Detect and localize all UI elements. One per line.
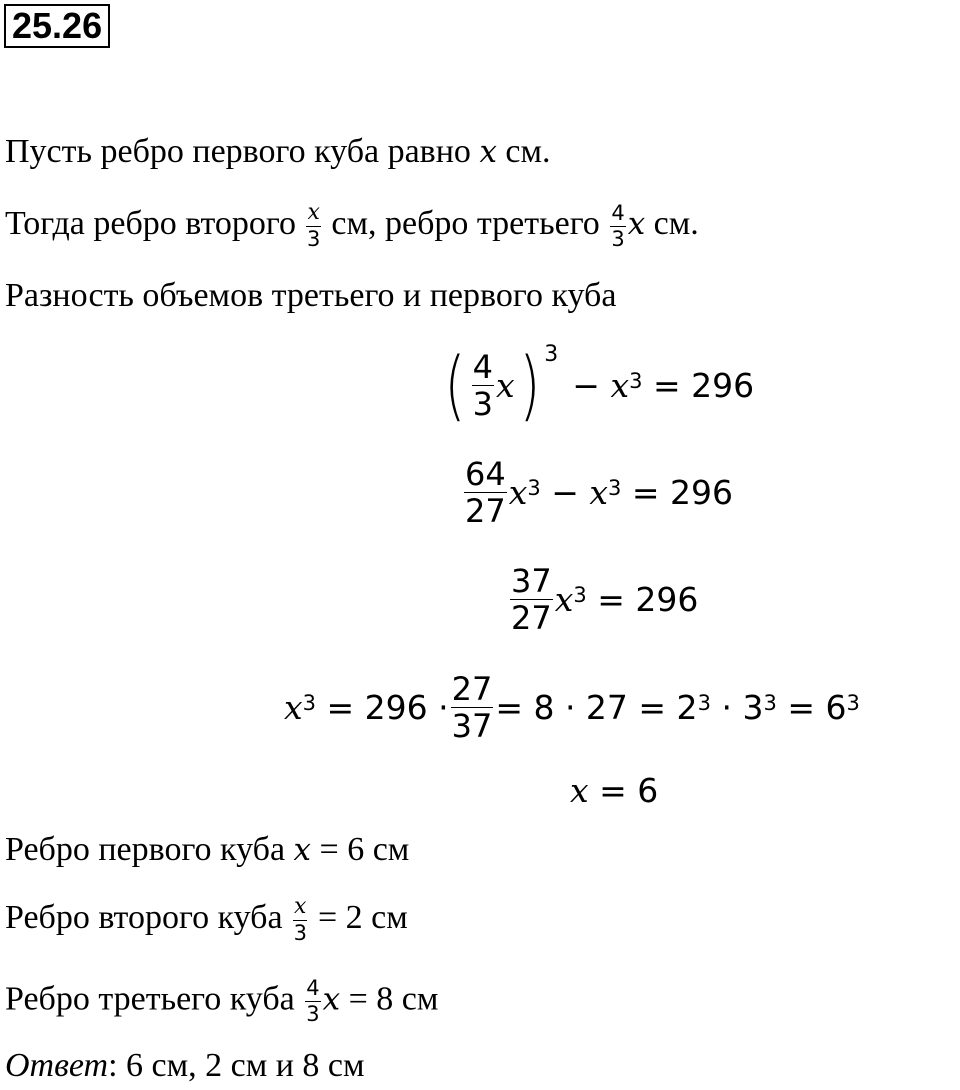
exponent: 3 xyxy=(697,691,711,715)
exponent: 3 xyxy=(302,691,316,715)
result-text: Ребро второго куба xyxy=(5,898,283,936)
fraction-numerator: 27 xyxy=(451,670,493,708)
intro-line-1-text: Пусть ребро первого куба равно xyxy=(5,133,471,170)
variable-x: x xyxy=(589,473,608,512)
variable-x: x xyxy=(610,365,630,405)
fraction-denominator: 37 xyxy=(451,707,493,745)
variable-x: x xyxy=(554,580,574,619)
equation-rhs: = 296 xyxy=(597,580,699,619)
fraction-4-over-3 xyxy=(472,347,494,423)
variable-x: x xyxy=(322,981,341,1018)
equation-3 xyxy=(508,552,698,647)
intro-line-3: Разность объемов третьего и первого куба xyxy=(5,277,617,314)
answer-label: Ответ xyxy=(5,1047,109,1084)
variable-x: x xyxy=(479,134,497,170)
fraction-numerator: 4 xyxy=(306,976,320,1000)
problem-number: 25.26 xyxy=(4,4,110,48)
equation-part1: = 296 · xyxy=(326,688,449,727)
fraction-4-over-3 xyxy=(610,200,625,251)
right-paren: ) xyxy=(519,340,540,429)
exponent: 3 xyxy=(608,476,622,500)
dot-operator: · xyxy=(721,688,732,727)
equation-2 xyxy=(462,445,733,540)
minus-sign: − xyxy=(572,365,600,405)
exponent: 3 xyxy=(629,368,643,393)
equation-rhs: = 296 xyxy=(652,365,755,405)
minus-sign: − xyxy=(551,473,579,512)
equation-rhs: = 6 xyxy=(599,770,659,810)
fraction-numerator: 4 xyxy=(611,200,625,225)
equation-5 xyxy=(570,770,658,810)
fraction-37-over-27 xyxy=(510,562,553,637)
equation-part2: = 8 · 27 = 2 xyxy=(495,688,698,727)
exponent: 3 xyxy=(544,342,559,367)
fraction-4-over-3 xyxy=(305,978,320,1025)
answer-colon: : xyxy=(108,1047,118,1084)
intro-line-2-part3: см. xyxy=(653,204,699,242)
fraction-numerator: 4 xyxy=(472,347,494,386)
answer-line xyxy=(5,1046,365,1086)
answer-text: 6 см, 2 см и 8 см xyxy=(126,1047,365,1084)
fraction-denominator: 3 xyxy=(611,226,625,251)
fraction-64-over-27 xyxy=(464,455,507,530)
variable-x: x xyxy=(284,688,303,727)
intro-line-2-part1: Тогда ребро второго xyxy=(5,204,296,242)
fraction-numerator: 64 xyxy=(465,455,506,493)
equation-result: = 6 xyxy=(787,688,847,727)
fraction-denominator: 3 xyxy=(293,921,307,945)
equation-rhs: = 296 xyxy=(631,473,734,512)
variable-x: x xyxy=(508,473,528,512)
fraction-numerator: 37 xyxy=(511,562,552,600)
exponent: 3 xyxy=(527,476,541,500)
intro-line-2 xyxy=(5,202,699,250)
variable-x: x xyxy=(627,205,646,242)
variable-x: x xyxy=(570,770,589,810)
fraction-denominator: 27 xyxy=(465,492,506,530)
unit: см. xyxy=(505,133,551,170)
fraction-x-over-3 xyxy=(293,896,307,944)
fraction-denominator: 3 xyxy=(472,384,494,423)
result-value: = 2 см xyxy=(317,898,408,936)
fraction-numerator: x xyxy=(307,200,320,225)
fraction-denominator: 27 xyxy=(511,599,552,637)
result-text: Ребро третьего куба xyxy=(5,980,295,1018)
exponent: 3 xyxy=(763,691,777,715)
variable-x: x xyxy=(496,365,515,405)
intro-line-2-part2: см, ребро третьего xyxy=(331,204,600,242)
result-value: = 6 см xyxy=(319,831,410,868)
result-text: Ребро первого куба xyxy=(5,831,286,868)
exponent: 3 xyxy=(846,691,860,715)
result-value: = 8 см xyxy=(348,980,439,1018)
result-second-cube xyxy=(5,896,408,944)
base-3: 3 xyxy=(742,688,764,727)
left-paren: ( xyxy=(444,340,466,429)
fraction-denominator: 3 xyxy=(306,1002,320,1026)
fraction-x-over-3 xyxy=(306,202,320,250)
fraction-denominator: 3 xyxy=(306,227,321,251)
equation-1 xyxy=(440,340,754,430)
fraction-27-over-37 xyxy=(451,670,494,745)
result-first-cube xyxy=(5,830,409,870)
exponent: 3 xyxy=(573,583,587,607)
result-third-cube xyxy=(5,978,438,1025)
intro-line-1 xyxy=(5,132,551,172)
variable-x: x xyxy=(293,832,312,868)
fraction-numerator: x xyxy=(294,894,307,919)
equation-4 xyxy=(284,660,860,755)
